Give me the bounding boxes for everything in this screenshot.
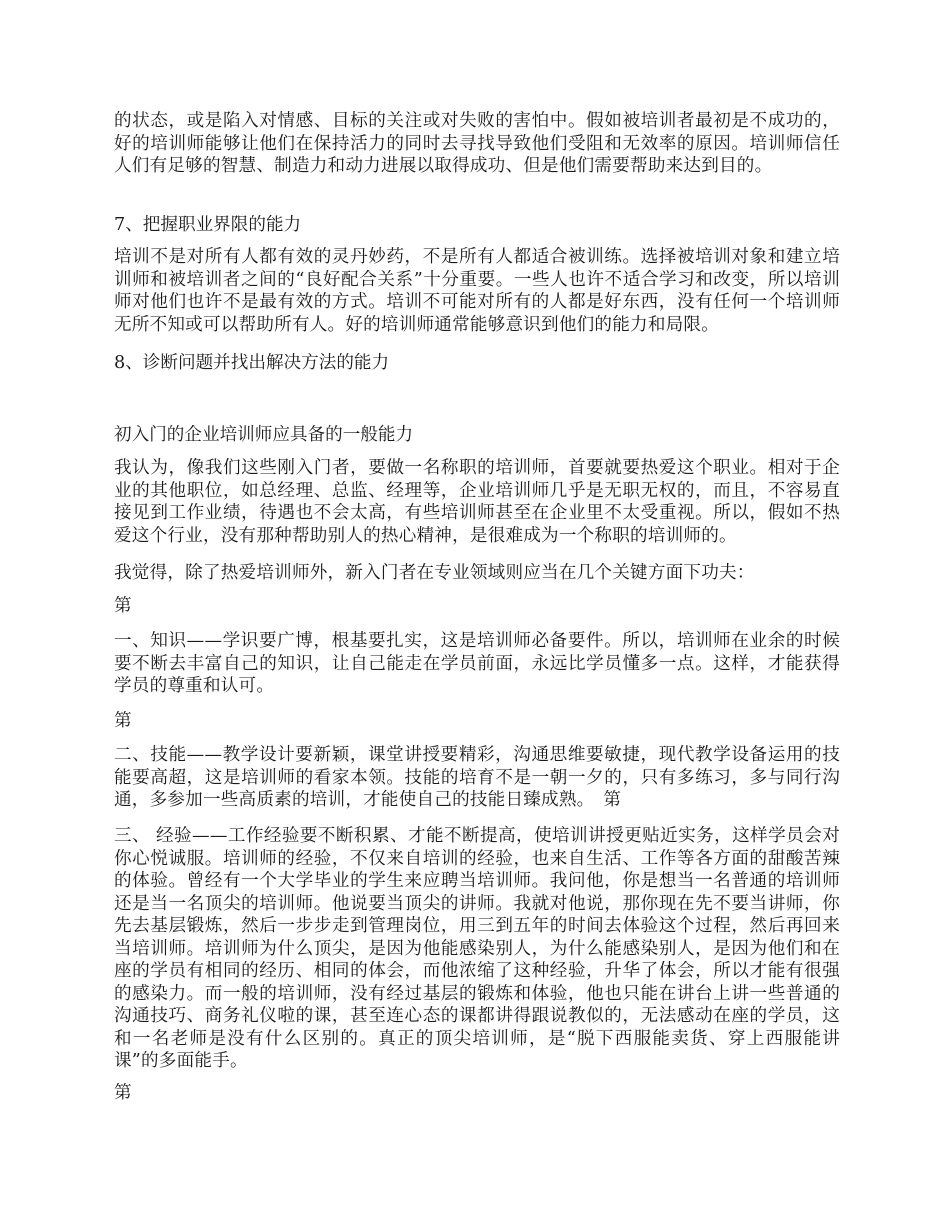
paragraph-knowledge: 一、知识——学识要广博，根基要扎实，这是培训师必备要件。所以，培训师在业余的时候要不断去丰富自己的知识，让自己能走在学员前面，永远比学员懂多一点。这样，才能获得学员的尊重和认可。 [114,631,840,696]
paragraph-key-aspects: 我觉得，除了热爱培训师外，新入门者在专业领域则应当在几个关键方面下功夫： [114,563,755,583]
paragraph-skills: 二、技能——教学设计要新颖，课堂讲授要精彩，沟通思维要敏捷，现代教学设备运用的技能要高超，这是培训师的看家本领。技能的培育不是一朝一夕的，只有多练习，多与同行沟通，多参加一些高质素的培训，才能使自己的技能日臻成熟。 第 [114,745,840,810]
paragraph-love-profession: 我认为，像我们这些刚入门者，要做一名称职的培训师，首要就要热爱这个职业。相对于企业的其他职位，如总经理、总监、经理等，企业培训师几乎是无职无权的，而且，不容易直接见到工作业绩，待遇也不会太高，有些培训师甚至在企业里不太受重视。所以，假如不热爱这个行业，没有那种帮助别人的热心精神，是很难成为一个称职的培训师的。 [114,458,840,546]
ordinal-fragment-3: 第 [114,1083,132,1103]
paragraph-intro-continuation: 的状态，或是陷入对情感、目标的关注或对失败的害怕中。假如被培训者最初是不成功的，好的培训师能够让他们在保持活力的同时去寻找导致他们受阻和无效率的原因。培训师信任人们有足够的智慧、制造力和动力进展以取得成功、但是他们需要帮助来达到目的。 [114,111,840,176]
ordinal-fragment-2: 第 [114,711,132,731]
section-heading-7: 7、把握职业界限的能力 [114,215,302,235]
paragraph-section-7: 培训不是对所有人都有效的灵丹妙药，不是所有人都适合被训练。选择被培训对象和建立培训师和被培训者之间的“良好配合关系”十分重要。一些人也许不适合学习和改变，所以培训师对他们也许不是最有效的方式。培训不可能对所有的人都是好东西，没有任何一个培训师无所不知或可以帮助所有人。好的培训师通常能够意识到他们的能力和局限。 [114,247,840,335]
section-heading-8: 8、诊断问题并找出解决方法的能力 [114,353,390,373]
ordinal-fragment-1: 第 [114,596,132,616]
article-subtitle: 初入门的企业培训师应具备的一般能力 [114,425,414,445]
paragraph-experience: 三、 经验——工作经验要不断积累、才能不断提高，使培训讲授更贴近实务，这样学员会对你心悦诚服。培训师的经验，不仅来自培训的经验，也来自生活、工作等各方面的甜酸苦辣的体验。曾经有一个大学毕业的学生来应聘当培训师。我问他，你是想当一名普通的培训师还是当一名顶尖的培训师。他说要当顶尖的讲师。我就对他说，那你现在先不要当讲师，你先去基层锻炼，然后一步步走到管理岗位，用三到五年的时间去体验这个过程，然后再回来当培训师。培训师为什么顶尖，是因为他能感染别人，为什么能感染别人，是因为他们和在座的学员有相同的经历、相同的体会，而他浓缩了这种经验，升华了体会，所以才能有很强的感染力。而一般的培训师，没有经过基层的锻炼和体验，他也只能在讲台上讲一些普通的沟通技巧、商务礼仪啦的课，甚至连心态的课都讲得跟说教似的，无法感动在座的学员，这和一名老师是没有什么区别的。真正的顶尖培训师，是“脱下西服能卖货、穿上西服能讲课”的多面能手。 [114,826,840,1071]
